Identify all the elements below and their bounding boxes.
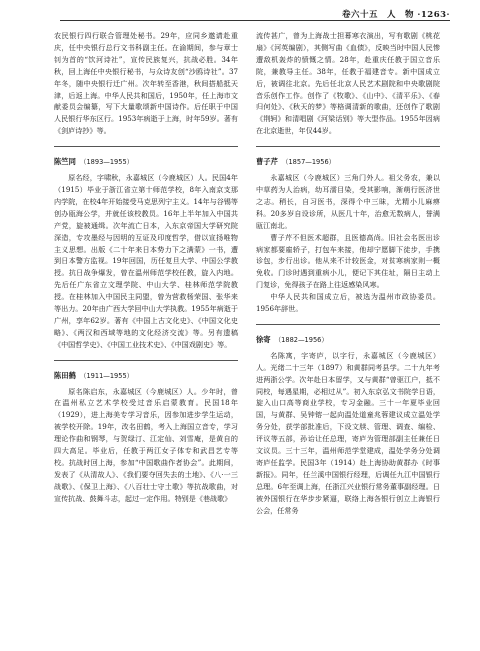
section-divider bbox=[256, 324, 440, 325]
paragraph: 农民银行四行联合管理处秘书。29年，应同乡邀请赴重庆，任中央银行总行文书科副主任。在渝期间，参与章士钊为首的“饮河诗社”，宣传民族复兴，抗战必胜。34年秋，回上海任中央银行秘书，与众诗友创“沙鸥诗社”。37年冬，随中央银行迁广州。次年转至香港，秋间搭船抵天津，后返上海。中华人民共和国后，1950年，任上海市文献委员会编纂，写下大量歌颂新中国诗作。后任职于中国人民银行华东区行。1953年病逝于上海，时年59岁。著有《剑庐诗抄》等。 bbox=[54, 31, 238, 136]
bio-heading bbox=[54, 370, 238, 383]
page-header bbox=[0, 0, 480, 22]
section-divider bbox=[54, 360, 238, 361]
paragraph: 原名经，字啸秋，永嘉城区（今鹿城区）人。民国4年（1915）毕业于浙江省立第十师范学校，8年入南京支那内学院，在校4年开始接受马克思列宁主义。14年与谷锡等创办瓯海公学，并就任该校教员。16年上半年加入中国共产党，旋被通缉。次年流亡日本，入东京帝国大学研究院深造，专攻墨经与因明的互证及印度哲学，借以宣扬唯物主义思想。出版《二十年来日本势力下之满蒙》一书，遭到日本警方监视。19年回国，历任复旦大学、中国公学教授。抗日战争爆发，曾在温州师范学校任教，旋入内地。先后任广东省立文理学院、中山大学、桂林师范学院教授。在桂林加入中国民主同盟，曾为营救杨荣国、张华来等出力。20年由广西大学回中山大学执教。1955年病逝于广州，享年62岁。著有《中国上古文化史》、《中国文化史略》、《两汉和西域等地的文化经济交流》等。另有遗稿《中国哲学史》、《中国工业技术史》、《中国戏剧史》等。 bbox=[54, 173, 238, 349]
header-rule bbox=[60, 20, 450, 21]
bio-heading bbox=[54, 156, 238, 169]
section-divider bbox=[256, 146, 440, 147]
bio-dates: （1882—1956） bbox=[274, 335, 328, 344]
paragraph: 流传甚广，曾为上海战士担幕寒衣演出，写有歌剧《桃花扇》《河英编剧），其侧写曲《血债》，反映当时中国人民惨遭敌机轰炸的愤慨之情。28年，赴重庆任教于国立音乐院，兼教导主任。38年，任教于福建音专。新中国成立后，被调往北京。先后任北京人民艺术剧院和中央歌剧院音乐创作工作。创作了《牧歌》、《山中》、《清平乐》、《春归何处》、《秋天的梦》等格调清新的歌曲，还创作了歌剧《荆轲》和清唱剧《河梁话别》等大型作品。1955年因病在北京逝世，年仅44岁。 bbox=[256, 31, 440, 136]
bio-name: 曹子芹 bbox=[256, 157, 278, 167]
paragraph: 中华人民共和国成立后，被选为温州市政协委员。1956年辞世。 bbox=[256, 292, 440, 314]
left-column bbox=[54, 30, 238, 635]
paragraph: 永嘉城区（今鹿城区）三角门外人。祖父务农，兼以中草药为人治病，幼耳濡目染，受其影响，渐萌行医济世之志。稍长，自习医书，深得个中三昧，尤精小儿麻痹科。20多岁自设诊所，从医几十年，治愈无数病人，誉满瓯江南北。 bbox=[256, 173, 440, 230]
right-column bbox=[256, 30, 440, 635]
bio-name: 陈田鹤 bbox=[54, 370, 76, 380]
bio-heading bbox=[256, 156, 440, 169]
section-divider bbox=[54, 146, 238, 147]
bio-dates: （1857—1956） bbox=[281, 158, 336, 167]
bio-name: 陈竺同 bbox=[54, 157, 76, 167]
bio-dates: （1911—1955） bbox=[79, 371, 134, 380]
bio-dates: （1893—1955） bbox=[79, 158, 134, 167]
paragraph: 名陈寓，字寄庐，以字行，永嘉城区（今鹿城区）人。光绪二十三年（1897）和黄群同考县学。二十九年考进两浙公学。次年赴日本留学，又与黄群“曾驱江户，抵不同校，每遇星期，必相过从”。初入东京弘文书院学日语，旋入山口高等商业学校，专习金融。三十一年夏毕业回国，与黄群、吴钟镕一起向温处道童兆蓉建议成立温处学务分处，获学部批准后，下设文牍、管理、调查、编检、评议等五部，孙诒让任总理，寄庐为管理部副主任兼任日文议员。三十三年，温州师范学堂建成，温处学务分处调寄庐任监学。民国3年（1914）赴上海协助黄群办《时事新报》。同年，任兰溪中国银行经理，后调任九江中国银行总理。6年至调上海，任浙江兴业银行常务董事副经理。日被外国银行在华步步紧逼，联络上海各银行创立上海银行公会，任常务 bbox=[256, 350, 440, 515]
paragraph: 原名陈启东，永嘉城区（今鹿城区）人。少年时，曾在温州私立艺术学校受过音乐启蒙教育。民国18年（1929），进上海美专学习音乐，因参加进步学生运动，被学校开除。19年，改名田鹤，考入上海国立音专，学习理论作曲和钢琴，与贺绿汀、江定仙、刘雪庵，是黄自的四大高足。毕业后，任教于两江女子体专和武昌艺专等校。抗战时回上海，参加“中国歌曲作者协会”。此期间，发表了《从清故人》、《我们要夺回失去的土地》、《八·一三战歌》、《保卫上海》、《八百壮士守土歌》等抗战歌曲，对宣传抗战、鼓舞斗志，起过一定作用。特别是《巷战歌》 bbox=[54, 386, 238, 503]
paragraph: 曹子芹不但医术超群，且医德高尚。旧社会名医出诊病家都要雇轿子，打包车来接，他却宁愿脚下徒步，手携诊包，步行出诊。他从来不计较医金，对贫寒病家则一概免收。门诊时遇到重病小儿，便记下其住址，隔日主动上门复诊，免得孩子在路上往返感染风寒。 bbox=[256, 232, 440, 290]
running-header: 卷六十五 人 物 ·1263· bbox=[341, 10, 450, 20]
bio-name: 徐寄 bbox=[256, 334, 271, 344]
bio-heading bbox=[256, 334, 440, 347]
